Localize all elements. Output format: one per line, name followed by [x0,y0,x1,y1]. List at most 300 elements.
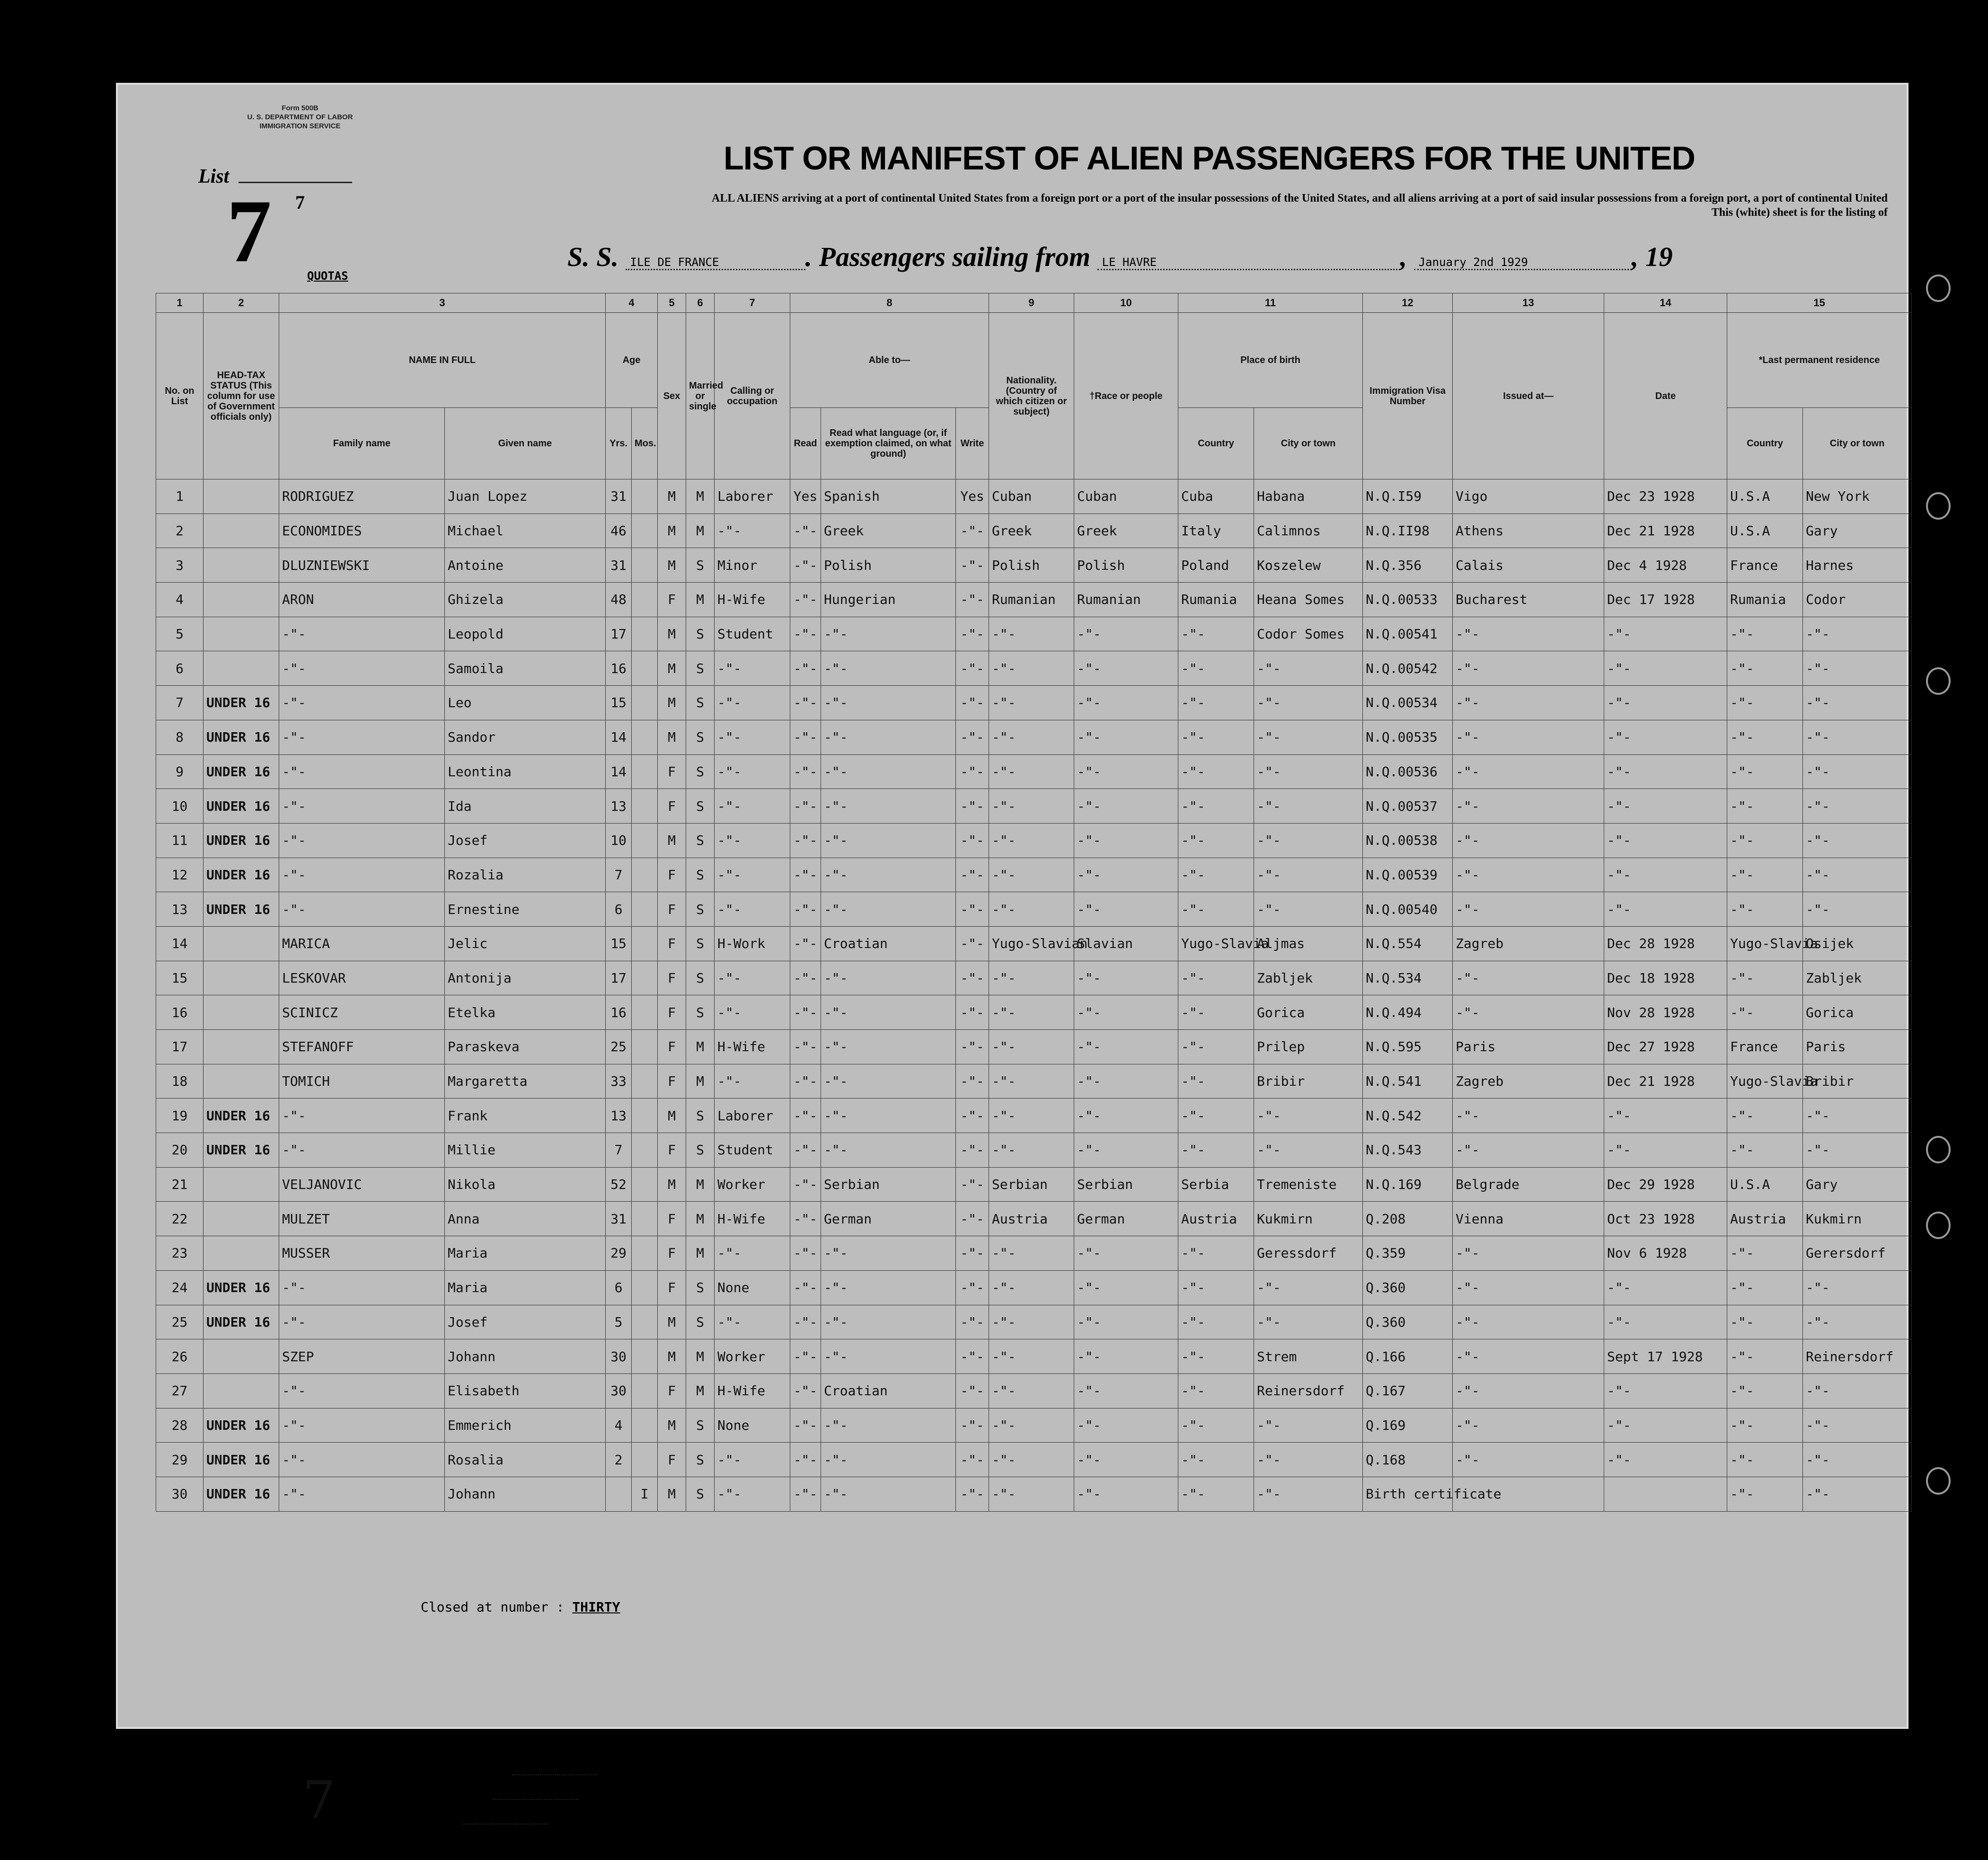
cell-tax: UNDER 16 [203,1270,279,1305]
cell-bcountry: Rumania [1178,583,1254,617]
cell-yrs: 15 [606,686,632,720]
cell-date: Dec 23 1928 [1604,479,1727,514]
cell-issued: -"- [1453,858,1604,892]
header-row-1 [156,313,1912,408]
cell-issued: Vigo [1453,479,1604,514]
cell-issued: -"- [1453,1373,1604,1408]
cell-calling: -"- [715,892,790,927]
cell-write: -"- [956,1202,989,1236]
cell-mos [632,995,658,1030]
table-row [156,823,1912,858]
cell-ms: S [686,823,715,858]
table-row [156,514,1912,548]
cell-bcountry: -"- [1178,1270,1254,1305]
cell-bcountry: -"- [1178,1030,1254,1064]
cell-mos [632,1030,658,1064]
cell-mos [632,823,658,858]
cell-tax [203,1339,279,1374]
cell-race: -"- [1074,720,1178,754]
cell-bcountry: Cuba [1178,479,1254,514]
cell-sex: F [658,789,686,824]
department-name: U. S. DEPARTMENT OF LABOR [247,113,353,121]
cell-visa: N.Q.543 [1363,1133,1453,1168]
cell-sex: M [658,617,686,651]
cell-sex: M [658,1339,686,1374]
cell-nat: -"- [989,1373,1074,1408]
cell-race: -"- [1074,1064,1178,1098]
cell-issued: -"- [1453,1270,1604,1305]
cell-yrs: 5 [606,1305,632,1339]
cell-bcountry: Italy [1178,514,1254,548]
cell-visa: N.Q.554 [1363,926,1453,961]
read-language-header: Read what language (or, if exemption claimed, on what ground) [821,408,956,479]
mos-header: Mos. [632,408,658,479]
cell-ms: M [686,1030,715,1064]
us-citizens-label: U. S. citizens [425,1792,484,1802]
cell-sex: M [658,686,686,720]
cell-tax [203,479,279,514]
cell-lang: Croatian [821,1373,956,1408]
cell-rcountry: -"- [1727,789,1803,824]
cell-read: -"- [790,789,821,824]
cell-yrs: 33 [606,1064,632,1098]
cell-lang: -"- [821,892,956,927]
cell-calling: -"- [715,1236,790,1271]
cell-ms: M [686,1202,715,1236]
cell-rcountry: -"- [1727,961,1803,995]
total-passengers-label: Total passengers [425,1767,503,1778]
cell-date [1604,1477,1727,1511]
cell-family: VELJANOVIC [279,1167,445,1202]
cell-race: -"- [1074,1443,1178,1477]
able-to-header: Able to— [790,313,989,408]
cell-tax: UNDER 16 [203,1408,279,1443]
cell-mos [632,1133,658,1168]
cell-rcity: -"- [1803,823,1912,858]
cell-no: 7 [156,686,203,720]
cell-no: 5 [156,617,203,651]
cell-sex: M [658,1098,686,1133]
cell-sex: F [658,961,686,995]
cell-ms: S [686,926,715,961]
cell-given: Frank [445,1098,606,1133]
table-row [156,1373,1912,1408]
cell-bcountry: -"- [1178,1236,1254,1271]
table-row [156,926,1912,961]
cell-rcountry: -"- [1727,892,1803,927]
cell-write: -"- [956,926,989,961]
cell-bcountry: -"- [1178,892,1254,927]
cell-lang: -"- [821,1305,956,1339]
cell-tax [203,995,279,1030]
cell-family: RODRIGUEZ [279,479,445,514]
aliens-blank [463,1824,548,1825]
cell-sex: F [658,1030,686,1064]
cell-race: -"- [1074,1408,1178,1443]
cell-family: MARICA [279,926,445,961]
cell-race: -"- [1074,617,1178,651]
us-citizens-blank [493,1799,578,1800]
cell-sex: F [658,926,686,961]
cell-race: -"- [1074,995,1178,1030]
cell-mos [632,1202,658,1236]
cell-calling: -"- [715,754,790,789]
table-row [156,617,1912,651]
cell-read: -"- [790,720,821,754]
colnum: 3 [279,293,606,313]
date-header: Date [1604,313,1727,479]
cell-no: 15 [156,961,203,995]
cell-calling: Minor [715,548,790,583]
cell-no: 27 [156,1373,203,1408]
cell-race: -"- [1074,1305,1178,1339]
cell-write: -"- [956,1443,989,1477]
cell-visa: N.Q.II98 [1363,514,1453,548]
cell-calling: -"- [715,720,790,754]
cell-issued: -"- [1453,720,1604,754]
cell-no: 29 [156,1443,203,1477]
cell-ms: S [686,995,715,1030]
cell-given: Ernestine [445,892,606,927]
colnum: 10 [1074,293,1178,313]
cell-mos [632,1167,658,1202]
cell-write: -"- [956,686,989,720]
cell-nat: -"- [989,617,1074,651]
cell-write: -"- [956,1305,989,1339]
cell-visa: N.Q.356 [1363,548,1453,583]
cell-visa: Q.360 [1363,1305,1453,1339]
cell-bcountry: -"- [1178,1339,1254,1374]
cell-lang: -"- [821,789,956,824]
cell-yrs: 48 [606,583,632,617]
cell-yrs: 15 [606,926,632,961]
manifest-title: LIST OR MANIFEST OF ALIEN PASSENGERS FOR THE UNITED [724,140,1695,177]
table-row [156,583,1912,617]
cell-race: -"- [1074,892,1178,927]
cell-tax: UNDER 16 [203,892,279,927]
sex-header: Sex [658,313,686,479]
cell-race: -"- [1074,1098,1178,1133]
cell-rcountry: U.S.A [1727,514,1803,548]
cell-race: Greek [1074,514,1178,548]
cell-given: Josef [445,823,606,858]
cell-rcity: -"- [1803,1373,1912,1408]
cell-family: MUSSER [279,1236,445,1271]
cell-lang: -"- [821,858,956,892]
cell-rcountry: -"- [1727,617,1803,651]
cell-nat: -"- [989,961,1074,995]
cell-rcountry: -"- [1727,1236,1803,1271]
cell-date: Dec 21 1928 [1604,514,1727,548]
cell-rcity: -"- [1803,686,1912,720]
cell-date: Dec 27 1928 [1604,1030,1727,1064]
cell-visa: Q.208 [1363,1202,1453,1236]
cell-given: Millie [445,1133,606,1168]
cell-nat: -"- [989,1236,1074,1271]
aliens-line [425,1809,597,1834]
departure-port: LE HAVRE [1097,256,1400,270]
cell-ms: M [686,583,715,617]
cell-nat: Serbian [989,1167,1074,1202]
birth-city-header: City or town [1254,408,1363,479]
cell-issued: Zagreb [1453,1064,1604,1098]
cell-mos: I [632,1477,658,1511]
cell-date: -"- [1604,1305,1727,1339]
cell-given: Johann [445,1339,606,1374]
cell-given: Ida [445,789,606,824]
cell-yrs: 30 [606,1373,632,1408]
table-row [156,754,1912,789]
cell-tax [203,1373,279,1408]
cell-calling: -"- [715,514,790,548]
cell-read: -"- [790,514,821,548]
cell-yrs: 7 [606,1133,632,1168]
cell-family: TOMICH [279,1064,445,1098]
punch-hole [1926,275,1951,302]
cell-rcity: -"- [1803,1098,1912,1133]
cell-bcity: Geressdorf [1254,1236,1363,1271]
cell-rcity: -"- [1803,617,1912,651]
cell-date: Dec 17 1928 [1604,583,1727,617]
subtitle-line-2: This (white) sheet is for the listing of [1711,206,1888,219]
cell-bcountry: Austria [1178,1202,1254,1236]
cell-yrs: 14 [606,720,632,754]
cell-bcity: Strem [1254,1339,1363,1374]
cell-nat: -"- [989,1339,1074,1374]
cell-write: -"- [956,892,989,927]
cell-bcountry: -"- [1178,789,1254,824]
cell-yrs: 6 [606,892,632,927]
cell-rcountry: Yugo-Slavia [1727,1064,1803,1098]
cell-lang: -"- [821,1236,956,1271]
cell-nat: Greek [989,514,1074,548]
cell-yrs: 46 [606,514,632,548]
table-row [156,686,1912,720]
cell-lang: Serbian [821,1167,956,1202]
last-residence-header: *Last permanent residence [1727,313,1912,408]
cell-race: -"- [1074,789,1178,824]
cell-tax: UNDER 16 [203,858,279,892]
cell-write: -"- [956,823,989,858]
footnote-residence: *Permanent residence within the meaning of this manifest shall be actual or intended residence of one year or more. [1126,1756,1521,1765]
table-row [156,1236,1912,1271]
cell-rcountry: -"- [1727,686,1803,720]
cell-lang: -"- [821,651,956,686]
cell-ms: S [686,1305,715,1339]
cell-bcity: Reinersdorf [1254,1373,1363,1408]
cell-no: 4 [156,583,203,617]
cell-bcountry: Serbia [1178,1167,1254,1202]
cell-tax: UNDER 16 [203,720,279,754]
aliens-label: Aliens [425,1816,454,1827]
cell-calling: -"- [715,1477,790,1511]
cell-no: 21 [156,1167,203,1202]
colnum: 7 [715,293,790,313]
cell-issued: -"- [1453,754,1604,789]
cell-date: -"- [1604,1098,1727,1133]
closed-at-number [421,1599,620,1615]
cell-sex: M [658,823,686,858]
cell-nat: -"- [989,1133,1074,1168]
colnum: 9 [989,293,1074,313]
cell-ms: S [686,686,715,720]
cell-family: -"- [279,617,445,651]
colnum: 2 [203,293,279,313]
cell-write: -"- [956,1477,989,1511]
family-name-header: Family name [279,408,445,479]
list-number: 7 [227,182,272,281]
cell-write: -"- [956,995,989,1030]
cell-given: Johann [445,1477,606,1511]
cell-given: Anna [445,1202,606,1236]
cell-calling: -"- [715,686,790,720]
cell-read: -"- [790,1443,821,1477]
cell-mos [632,789,658,824]
cell-yrs: 6 [606,1270,632,1305]
table-row [156,720,1912,754]
cell-write: -"- [956,1064,989,1098]
cell-family: -"- [279,1305,445,1339]
cell-nat: Austria [989,1202,1074,1236]
cell-date: Dec 21 1928 [1604,1064,1727,1098]
cell-nat: -"- [989,995,1074,1030]
voyage-line: S. S. ILE DE FRANCE . Passengers sailing from LE HAVRE , January 2nd 1929 , 19 [567,241,1673,272]
cell-rcity: -"- [1803,1477,1912,1511]
cell-mos [632,1064,658,1098]
subtitle-line-1: ALL ALIENS arriving at a port of continental United States from a foreign port or a port of the insular possessions of the United States, and all aliens arriving at a port of said insular possessions from a foreign port, a port of continental United [712,192,1888,204]
cell-given: Sandor [445,720,606,754]
cell-read: -"- [790,1202,821,1236]
form-header [201,104,399,131]
cell-no: 11 [156,823,203,858]
cell-rcountry: -"- [1727,1373,1803,1408]
cell-visa: N.Q.I59 [1363,479,1453,514]
cell-rcountry: -"- [1727,1270,1803,1305]
punch-hole [1926,1136,1951,1163]
cell-sex: M [658,651,686,686]
cell-bcity: -"- [1254,686,1363,720]
cell-bcity: Koszelew [1254,548,1363,583]
cell-no: 13 [156,892,203,927]
cell-bcity: -"- [1254,892,1363,927]
cell-bcity: -"- [1254,1408,1363,1443]
colnum: 12 [1363,293,1453,313]
table-row [156,1305,1912,1339]
cell-family: -"- [279,1133,445,1168]
cell-yrs: 25 [606,1030,632,1064]
cell-nat: -"- [989,1098,1074,1133]
cell-given: Juan Lopez [445,479,606,514]
cell-mos [632,1236,658,1271]
cell-visa: Q.166 [1363,1339,1453,1374]
cell-calling: Student [715,617,790,651]
cell-bcountry: -"- [1178,1443,1254,1477]
cell-yrs: 30 [606,1339,632,1374]
cell-rcity: -"- [1803,1133,1912,1168]
cell-no: 22 [156,1202,203,1236]
nationality-header: Nationality. (Country of which citizen or subject) [989,313,1074,479]
cell-tax [203,651,279,686]
cell-write: -"- [956,1236,989,1271]
cell-yrs: 31 [606,1202,632,1236]
cell-rcity: -"- [1803,754,1912,789]
cell-rcity: Harnes [1803,548,1912,583]
cell-nat: -"- [989,858,1074,892]
cell-calling: H-Wife [715,583,790,617]
cell-family: SCINICZ [279,995,445,1030]
cell-issued: -"- [1453,995,1604,1030]
cell-read: -"- [790,1373,821,1408]
cell-sex: F [658,583,686,617]
cell-bcountry: -"- [1178,1477,1254,1511]
table-row [156,1202,1912,1236]
cell-ms: S [686,754,715,789]
cell-date: -"- [1604,1373,1727,1408]
table-row [156,1443,1912,1477]
cell-read: -"- [790,583,821,617]
cell-calling: Laborer [715,1098,790,1133]
cell-race: -"- [1074,686,1178,720]
cell-issued: Athens [1453,514,1604,548]
cell-nat: -"- [989,686,1074,720]
cell-tax [203,548,279,583]
birth-country-header: Country [1178,408,1254,479]
cell-family: -"- [279,892,445,927]
cell-mos [632,1408,658,1443]
cell-read: -"- [790,617,821,651]
cell-family: SZEP [279,1339,445,1374]
cell-family: -"- [279,686,445,720]
punch-hole [1926,1467,1951,1495]
cell-lang: Spanish [821,479,956,514]
cell-read: -"- [790,1270,821,1305]
cell-bcountry: -"- [1178,1373,1254,1408]
table-row [156,961,1912,995]
cell-write: -"- [956,1408,989,1443]
cell-yrs: 16 [606,651,632,686]
passenger-rows [156,479,1912,1512]
cell-issued: Bucharest [1453,583,1604,617]
cell-issued: -"- [1453,1236,1604,1271]
cell-sex: F [658,1202,686,1236]
cell-write: -"- [956,1133,989,1168]
cell-write: -"- [956,514,989,548]
cell-visa: Q.359 [1363,1236,1453,1271]
cell-calling: None [715,1270,790,1305]
cell-ms: S [686,1098,715,1133]
cell-lang: German [821,1202,956,1236]
cell-tax: UNDER 16 [203,1098,279,1133]
cell-family: LESKOVAR [279,961,445,995]
cell-bcountry: -"- [1178,1305,1254,1339]
sailing-label: Passengers sailing from [819,241,1091,272]
cell-no: 19 [156,1098,203,1133]
cell-race: German [1074,1202,1178,1236]
cell-bcountry: -"- [1178,651,1254,686]
cell-date: Oct 23 1928 [1604,1202,1727,1236]
cell-visa: N.Q.00539 [1363,858,1453,892]
table-row [156,1167,1912,1202]
cell-race: Cuban [1074,479,1178,514]
cell-ms: S [686,651,715,686]
cell-race: Serbian [1074,1167,1178,1202]
cell-lang: -"- [821,1030,956,1064]
cell-issued: -"- [1453,1408,1604,1443]
cell-yrs: 2 [606,1443,632,1477]
cell-date: Nov 6 1928 [1604,1236,1727,1271]
cell-no: 6 [156,651,203,686]
cell-issued: -"- [1453,686,1604,720]
